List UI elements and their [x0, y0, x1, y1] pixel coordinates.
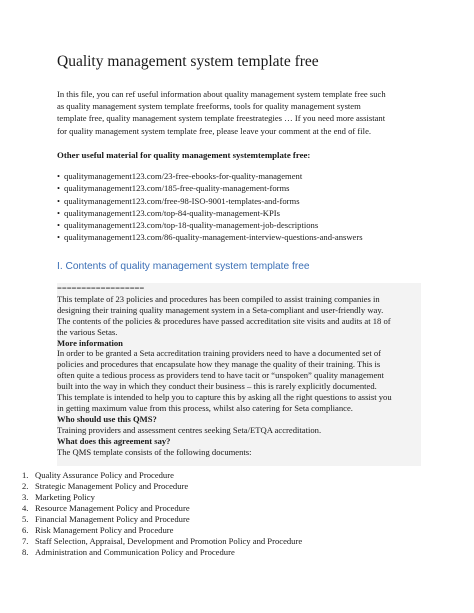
document-title: Strategic Management Policy and Procedure [35, 481, 189, 492]
content-line: the various Setas. [57, 326, 118, 337]
content-line: The QMS template consists of the following documents: [57, 446, 252, 457]
list-number: 1. [22, 470, 29, 480]
other-material-heading: Other useful material for quality management systemtemplate free: [57, 150, 311, 160]
subheading: Who should use this QMS? [57, 413, 157, 424]
document-title: Financial Management Policy and Procedure [35, 514, 190, 525]
contents-block [57, 283, 421, 458]
document-list-item [22, 492, 302, 503]
page-title: Quality management system template free [57, 53, 319, 70]
list-number: 3. [22, 492, 29, 503]
intro-paragraph [57, 88, 417, 137]
document-list-item [22, 514, 302, 525]
document-list-item [22, 503, 302, 514]
content-line: Training providers and assessment centres seeking Seta/ETQA accreditation. [57, 424, 322, 435]
material-link[interactable]: • qualitymanagement123.com/185-free-quality-management-forms [57, 182, 363, 194]
document-list-item [22, 481, 302, 492]
document-title: Marketing Policy [35, 492, 95, 503]
content-line: In order to be granted a Seta accreditation training providers need to have a documented set of [57, 348, 382, 359]
subheading: What does this agreement say? [57, 435, 171, 446]
document-title: Quality Assurance Policy and Procedure [35, 470, 174, 480]
list-number: 2. [22, 481, 29, 492]
material-link[interactable]: • qualitymanagement123.com/free-98-ISO-9001-templates-and-forms [57, 195, 363, 207]
material-link[interactable]: • qualitymanagement123.com/top-18-quality-management-job-descriptions [57, 219, 363, 231]
content-line: The contents of the policies & procedures have passed accreditation site visits and audits at 18 of [57, 315, 391, 326]
document-list-item [22, 547, 302, 558]
document-title: Resource Management Policy and Procedure [35, 503, 190, 514]
material-link-list [57, 170, 363, 244]
content-line: built into the way in which they conduct their business – this is rarely explicitly documented. [57, 381, 377, 392]
list-number: 8. [22, 547, 29, 558]
content-line: policies and procedures that encapsulate how they manage the quality of their training. This is [57, 359, 381, 370]
document-title: Staff Selection, Appraisal, Development and Promotion Policy and Procedure [35, 536, 303, 547]
content-line: This template of 23 policies and procedures has been compiled to assist training companies in [57, 293, 380, 304]
document-list-item [22, 470, 302, 481]
list-number: 7. [22, 536, 29, 547]
intro-line: template free, quality management system template freestrategies … If you need more assistant [57, 113, 386, 124]
section-heading: I. Contents of quality management system template free [57, 261, 310, 272]
document-list-item [22, 536, 302, 547]
document-title: Risk Management Policy and Procedure [35, 525, 174, 536]
intro-line: for quality management system template free, please leave your comment at the end of file. [57, 125, 372, 136]
intro-line: In this file, you can ref useful information about quality management system template free such [57, 89, 386, 99]
content-line: designing their training quality management system in a Seta-compliant and user-friendly way. [57, 304, 384, 315]
list-number: 4. [22, 503, 29, 514]
content-line: ================== [57, 283, 145, 293]
content-line: in getting maximum value from this process, whilst also catering for Seta compliance. [57, 402, 353, 413]
intro-line: as quality management system template freeforms, tools for quality management system [57, 101, 361, 112]
material-link[interactable]: • qualitymanagement123.com/top-84-quality-management-KPIs [57, 207, 363, 219]
content-line: often quite a tedious process as providers tend to have tacit or “unspoken” quality management [57, 370, 384, 381]
material-link[interactable]: • qualitymanagement123.com/23-free-ebooks-for-quality-management [57, 170, 363, 182]
material-link[interactable]: • qualitymanagement123.com/86-quality-management-interview-questions-and-answers [57, 231, 363, 243]
document-list [22, 470, 302, 558]
document-list-item [22, 525, 302, 536]
document-title: Administration and Communication Policy and Procedure [35, 547, 235, 558]
content-line: This template is intended to help you to capture this by asking all the right questions to assist you [57, 392, 392, 403]
list-number: 6. [22, 525, 29, 536]
subheading: More information [57, 337, 123, 348]
list-number: 5. [22, 514, 29, 525]
